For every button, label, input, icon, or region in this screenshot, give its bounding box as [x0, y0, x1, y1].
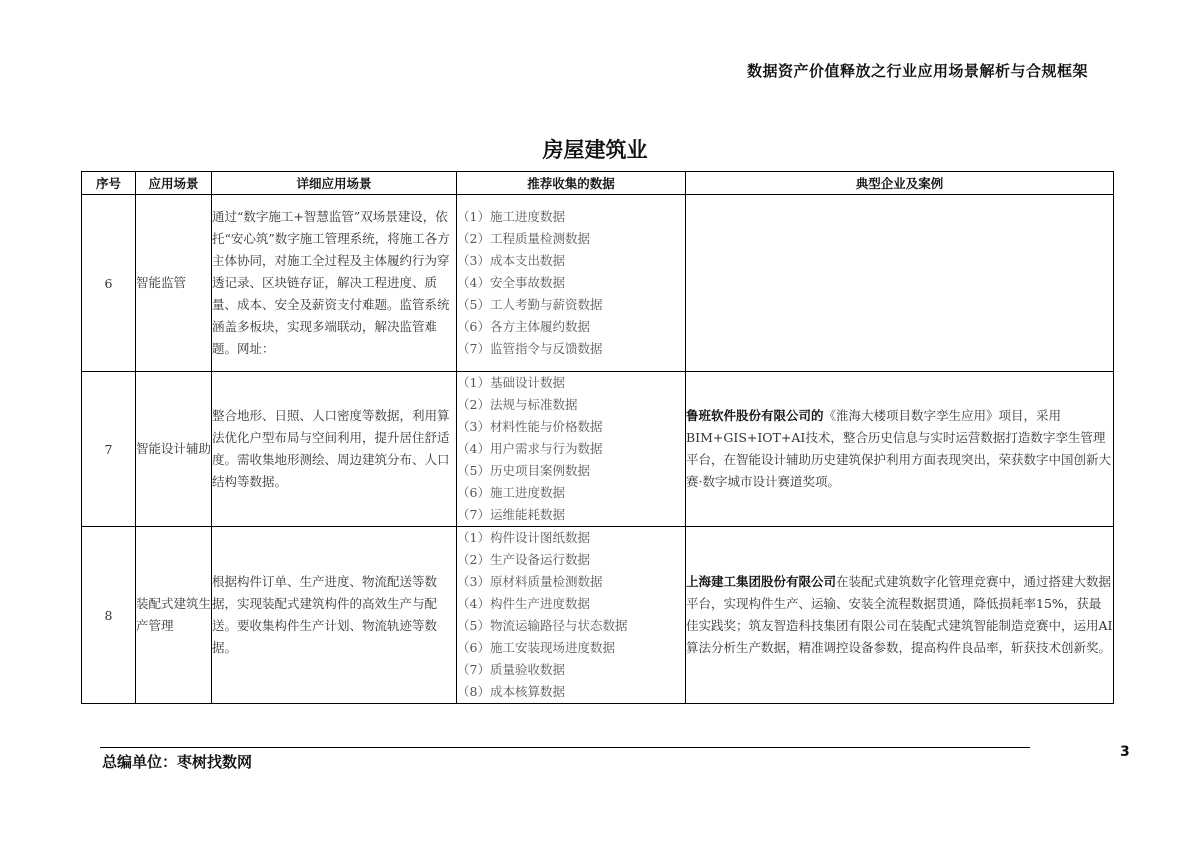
row-data-list: [457, 372, 686, 527]
data-item: （7）运维能耗数据: [457, 507, 565, 522]
data-item: （1）施工进度数据: [457, 209, 565, 224]
section-title: 房屋建筑业: [542, 138, 648, 162]
data-item: （2）生产设备运行数据: [457, 552, 590, 567]
row-data-list: [457, 195, 686, 372]
data-item: （3）原材料质量检测数据: [457, 574, 603, 589]
row-data-list: [457, 527, 686, 704]
case-company: 上海建工集团股份有限公司: [686, 574, 837, 589]
data-item: （8）成本核算数据: [457, 684, 565, 699]
row-scenario: 智能监管: [136, 195, 212, 372]
row-seq: 6: [82, 195, 136, 372]
row-detail: 根据构件订单、生产进度、物流配送等数据，实现装配式建筑构件的高效生产与配送。要收集构件生产计划、物流轨迹等数据。: [212, 527, 457, 704]
case-company: 鲁班软件股份有限公司的: [686, 408, 824, 423]
data-item: （7）质量验收数据: [457, 662, 565, 677]
data-item: （6）施工安装现场进度数据: [457, 640, 615, 655]
data-item: （4）构件生产进度数据: [457, 596, 590, 611]
data-item: （6）施工进度数据: [457, 485, 565, 500]
data-item: （5）工人考勤与薪资数据: [457, 297, 603, 312]
data-item: （4）用户需求与行为数据: [457, 441, 603, 456]
case-text: 在装配式建筑数字化管理竞赛中，通过搭建大数据平台，实现构件生产、运输、安装全流程数据贯通，降低损耗率15%，获最佳实践奖；筑友智造科技集团有限公司在装配式建筑智能制造竞赛中，运用AI算法分析生产数据，精准调控设备参数，提高构件良品率，斩获技术创新奖。: [686, 574, 1113, 655]
table-row: [82, 195, 1114, 372]
data-item: （2）法规与标准数据: [457, 397, 578, 412]
data-item: （2）工程质量检测数据: [457, 231, 590, 246]
column-header-cases: 典型企业及案例: [686, 172, 1114, 195]
column-header-scenario: 应用场景: [136, 172, 212, 195]
row-scenario: 装配式建筑生产管理: [136, 527, 212, 704]
footer-divider: [100, 747, 1030, 748]
column-header-seq: 序号: [82, 172, 136, 195]
document-header-title: 数据资产价值释放之行业应用场景解析与合规框架: [746, 62, 1088, 80]
table-header-row: [82, 172, 1114, 195]
data-item: （3）成本支出数据: [457, 253, 565, 268]
page-number: 3: [1120, 744, 1130, 760]
row-scenario: 智能设计辅助: [136, 372, 212, 527]
row-seq: 7: [82, 372, 136, 527]
footer-editor: 总编单位：枣树找数网: [102, 753, 253, 771]
row-cases: [686, 195, 1114, 372]
data-item: （1）基础设计数据: [457, 375, 565, 390]
row-seq: 8: [82, 527, 136, 704]
data-item: （4）安全事故数据: [457, 275, 565, 290]
row-detail: 通过“数字施工+智慧监管”双场景建设，依托“安心筑”数字施工管理系统，将施工各方主体协同，对施工全过程及主体履约行为穿透记录、区块链存证，解决工程进度、质量、成本、安全及薪资支付难题。监管系统涵盖多板块，实现多端联动，解决监管难题。网址：: [212, 195, 457, 372]
application-scenario-table: [81, 171, 1114, 704]
table-row: [82, 527, 1114, 704]
data-item: （3）材料性能与价格数据: [457, 419, 603, 434]
case-text: 《淮海大楼项目数字孪生应用》项目，采用BIM+GIS+IOT+AI技术，整合历史信息与实时运营数据打造数字孪生管理平台，在智能设计辅助历史建筑保护利用方面表现突出，荣获数字中国创新大赛·数字城市设计赛道奖项。: [686, 408, 1112, 489]
column-header-data: 推荐收集的数据: [457, 172, 686, 195]
data-item: （6）各方主体履约数据: [457, 319, 590, 334]
data-item: （7）监管指令与反馈数据: [457, 341, 603, 356]
row-cases: [686, 372, 1114, 527]
table-row: [82, 372, 1114, 527]
data-item: （5）物流运输路径与状态数据: [457, 618, 628, 633]
column-header-detail: 详细应用场景: [212, 172, 457, 195]
data-item: （1）构件设计图纸数据: [457, 530, 590, 545]
data-item: （5）历史项目案例数据: [457, 463, 590, 478]
row-cases: [686, 527, 1114, 704]
row-detail: 整合地形、日照、人口密度等数据，利用算法优化户型布局与空间利用，提升居住舒适度。需收集地形测绘、周边建筑分布、人口结构等数据。: [212, 372, 457, 527]
